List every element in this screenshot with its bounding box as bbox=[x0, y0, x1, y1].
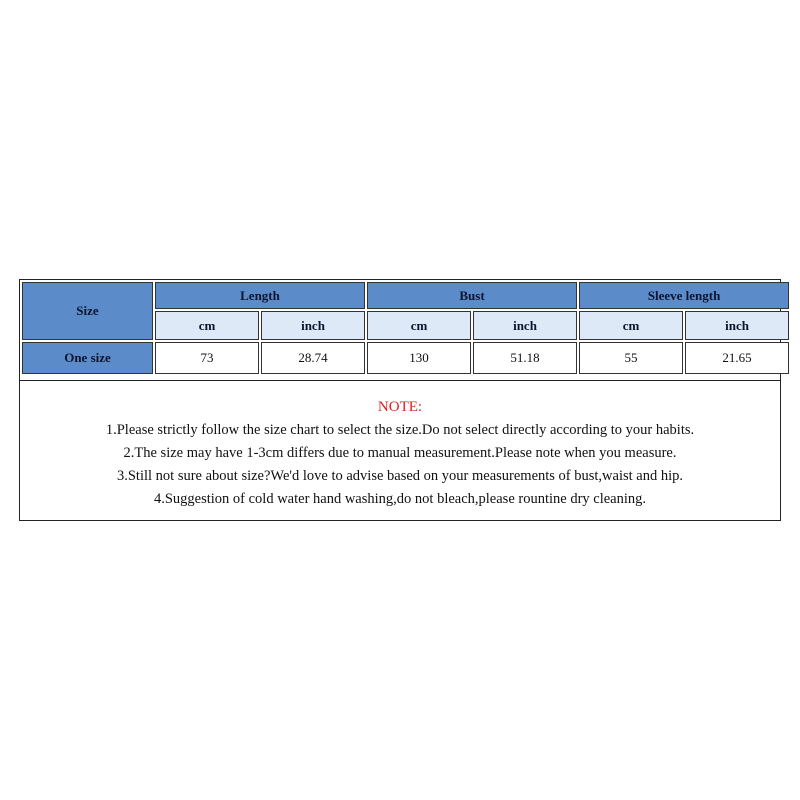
unit-header: inch bbox=[261, 311, 365, 340]
size-name-cell: One size bbox=[22, 342, 153, 374]
length-cm-cell: 73 bbox=[155, 342, 259, 374]
length-inch-cell: 28.74 bbox=[261, 342, 365, 374]
bust-header: Bust bbox=[367, 282, 577, 309]
note-title: NOTE: bbox=[377, 399, 423, 415]
size-chart bbox=[19, 279, 781, 521]
note-line: 3.Still not sure about size?We'd love to advise based on your measurements of bust,waist and hip. bbox=[116, 468, 684, 484]
length-header: Length bbox=[155, 282, 365, 309]
size-column-header: Size bbox=[22, 282, 153, 340]
bust-inch-cell: 51.18 bbox=[473, 342, 577, 374]
unit-header: inch bbox=[685, 311, 789, 340]
unit-header: inch bbox=[473, 311, 577, 340]
size-table bbox=[20, 280, 791, 376]
unit-header: cm bbox=[579, 311, 683, 340]
unit-header: cm bbox=[155, 311, 259, 340]
note-line: 4.Suggestion of cold water hand washing,do not bleach,please rountine dry cleaning. bbox=[153, 491, 647, 507]
unit-header: cm bbox=[367, 311, 471, 340]
table-row bbox=[22, 342, 789, 374]
bust-cm-cell: 130 bbox=[367, 342, 471, 374]
sleeve-inch-cell: 21.65 bbox=[685, 342, 789, 374]
table-header-row bbox=[22, 282, 789, 309]
note-line: 1.Please strictly follow the size chart to select the size.Do not select directly according to your habits. bbox=[105, 422, 695, 438]
sleeve-length-header: Sleeve length bbox=[579, 282, 789, 309]
notes-section bbox=[20, 380, 780, 511]
note-line: 2.The size may have 1-3cm differs due to manual measurement.Please note when you measure. bbox=[123, 445, 677, 461]
sleeve-cm-cell: 55 bbox=[579, 342, 683, 374]
